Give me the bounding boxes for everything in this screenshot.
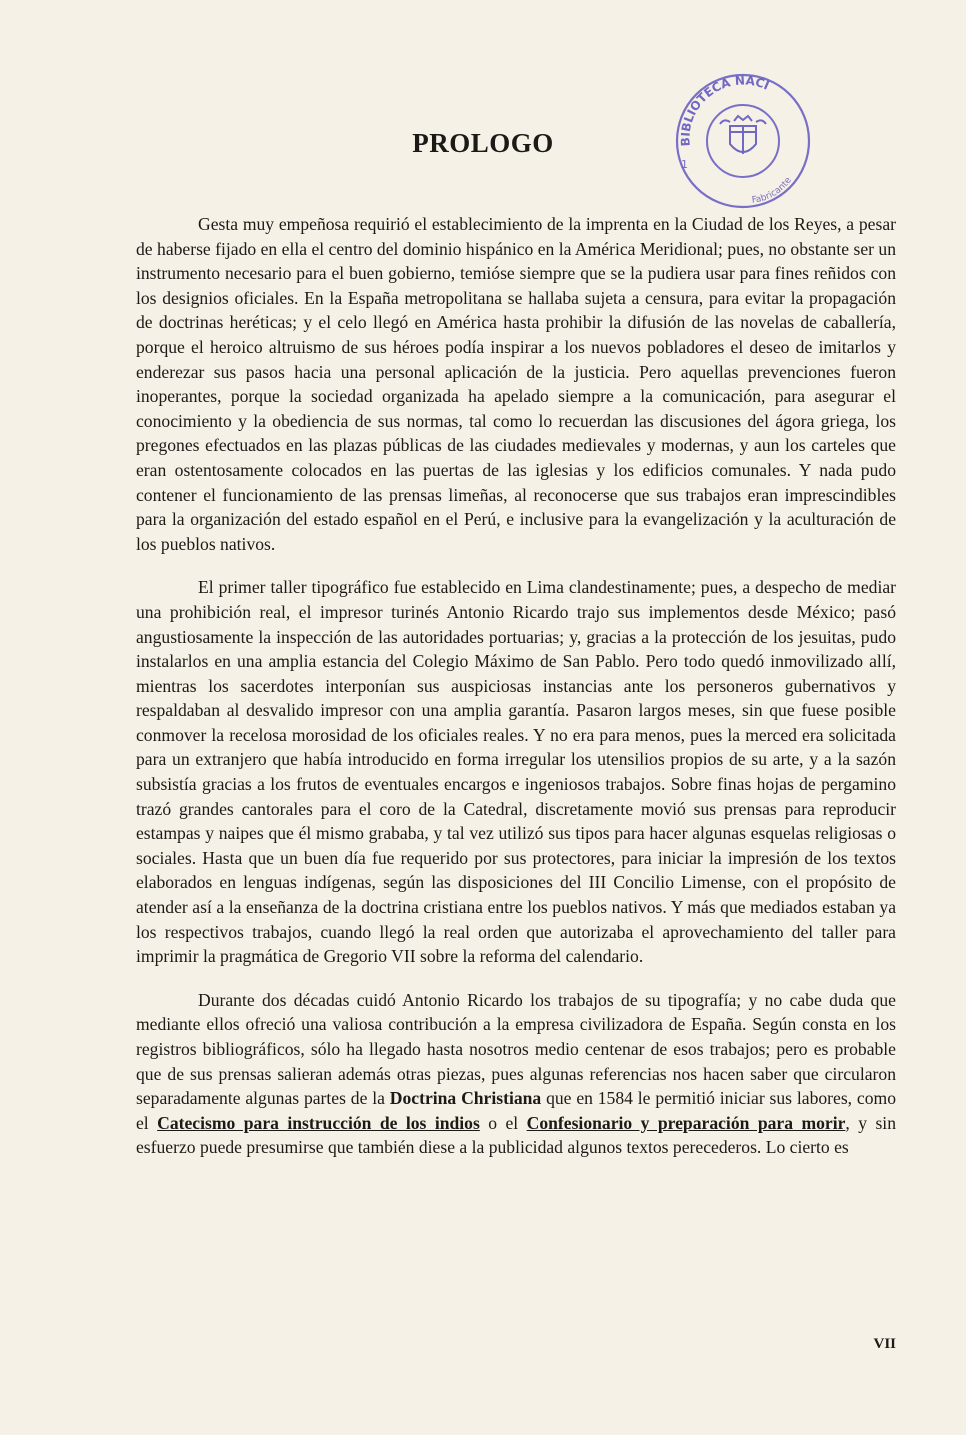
page-number: VII [873, 1336, 896, 1352]
stamp-top-text: BIBLIOTECA NACI [678, 73, 772, 147]
paragraph-3-text-d: , y sin esfuerzo puede presumirse que también diese a la publicidad algunos textos perecederos. Lo cierto es [136, 1112, 896, 1158]
paragraph-1: Gesta muy empeñosa requirió el establecimiento de la imprenta en la Ciudad de los Reyes, a pesar de haberse fijado en ella el centro del dominio hispánico en la América Meridional; pues, no obstante ser un instrumento necesario para el buen gobierno, temióse siempre que se la pudiera usar para fines reñidos con los designios oficiales. En la España metropolitana se hallaba sujeta a censura, para evitar la propagación de doctrinas heréticas; y el celo llegó en América hasta prohibir la difusión de las novelas de caballería, porque el heroico altruismo de sus héroes podía inspirar a los nuevos pobladores el deseo de imitarlos y enderezar sus pasos hacia una personal aplicación de la justicia. Pero aquellas prevenciones fueron inoperantes, porque la sociedad organizada ha apelado siempre a la comunicación, para asegurar el conocimiento y la obediencia de sus normas, tal como lo recuerdan las discusiones del ágora griega, los pregones efectuados en las plazas públicas de las ciudades medievales y modernas, y aun los carteles que eran ostentosamente colocados en las puertas de las iglesias y los edificios comunales. Y nada pudo contener el funcionamiento de las prensas limeñas, al reconocerse que sus trabajos eran imprescindibles para la organización del estado español en el Perú, e inclusive para la evangelización y la aculturación de los pueblos nativos. [136, 214, 896, 554]
stamp-left-text: 1 [681, 158, 688, 171]
title-doctrina-christiana: Doctrina Christiana [389, 1088, 542, 1109]
prologue-body [136, 212, 896, 1179]
paragraph-2: El primer taller tipográfico fue establecido en Lima clandestinamente; pues, a despecho de mediar una prohibición real, el impresor turinés Antonio Ricardo trajo sus implementos desde México; pasó angustiosamente la inspección de las autoridades portuarias; y, gracias a la protección de los jesuitas, pudo instalarlos en una amplia estancia del Colegio Máximo de San Pablo. Pero todo quedó inmovilizado allí, mientras los sacerdotes interponían sus auspiciosas instancias ante los personeros gubernativos y respaldaban al desvalido impresor con una amplia garantía. Pasaron largos meses, sin que fuese posible conmover la recelosa morosidad de los oficiales reales. Y no era para menos, pues la merced era solicitada para un extranjero que había introducido en forma irregular los utensilios propios de su arte, y a la sazón subsistía gracias a los frutos de eventuales encargos e ingeniosos trabajos. Sobre finas hojas de pergamino trazó grandes cantorales para el coro de la Catedral, discretamente movió sus prensas para reproducir estampas y naipes que él mismo grababa, y tal vez utilizó sus tipos para hacer algunas esquelas religiosas o sociales. Hasta que un buen día fue requerido por sus protectores, para iniciar la impresión de los textos elaborados en lenguas indígenas, según las disposiciones del III Concilio Limense, con el propósito de atender así a la enseñanza de la doctrina cristiana entre los pueblos nativos. Y más que mediados estaban ya los respectivos trabajos, cuando llegó la real orden que autorizaba el aprovechamiento del taller para imprimir la pragmática de Gregorio VII sobre la reforma del calendario. [136, 577, 896, 967]
title-confesionario: Confesionario y preparación para morir [526, 1112, 846, 1133]
title-catecismo: Catecismo para instrucción de los indios [157, 1112, 480, 1133]
page-title: PROLOGO [412, 128, 554, 158]
paragraph-3 [136, 988, 896, 1160]
paragraph-3-text-b: que en 1584 le permitió iniciar sus labores, como el [136, 1088, 897, 1133]
paragraph-3-text-a: Durante dos décadas cuidó Antonio Ricardo los trabajos de su tipografía; y no cabe duda que mediante ellos ofreció una valiosa contribución a la empresa civilizadora de España. Según consta en los registros bibliográficos, sólo ha llegado hasta nosotros medio centenar de esos trabajos; pero es probable que de sus prensas salieran además otras piezas, pues algunas referencias nos hacen saber que circularon separadamente algunas partes de la [136, 989, 896, 1109]
coat-of-arms-icon [720, 116, 766, 154]
library-stamp [668, 66, 818, 216]
paragraph-3-text-c: o el [479, 1112, 527, 1133]
stamp-bottom-text: Fabricante [751, 175, 794, 206]
